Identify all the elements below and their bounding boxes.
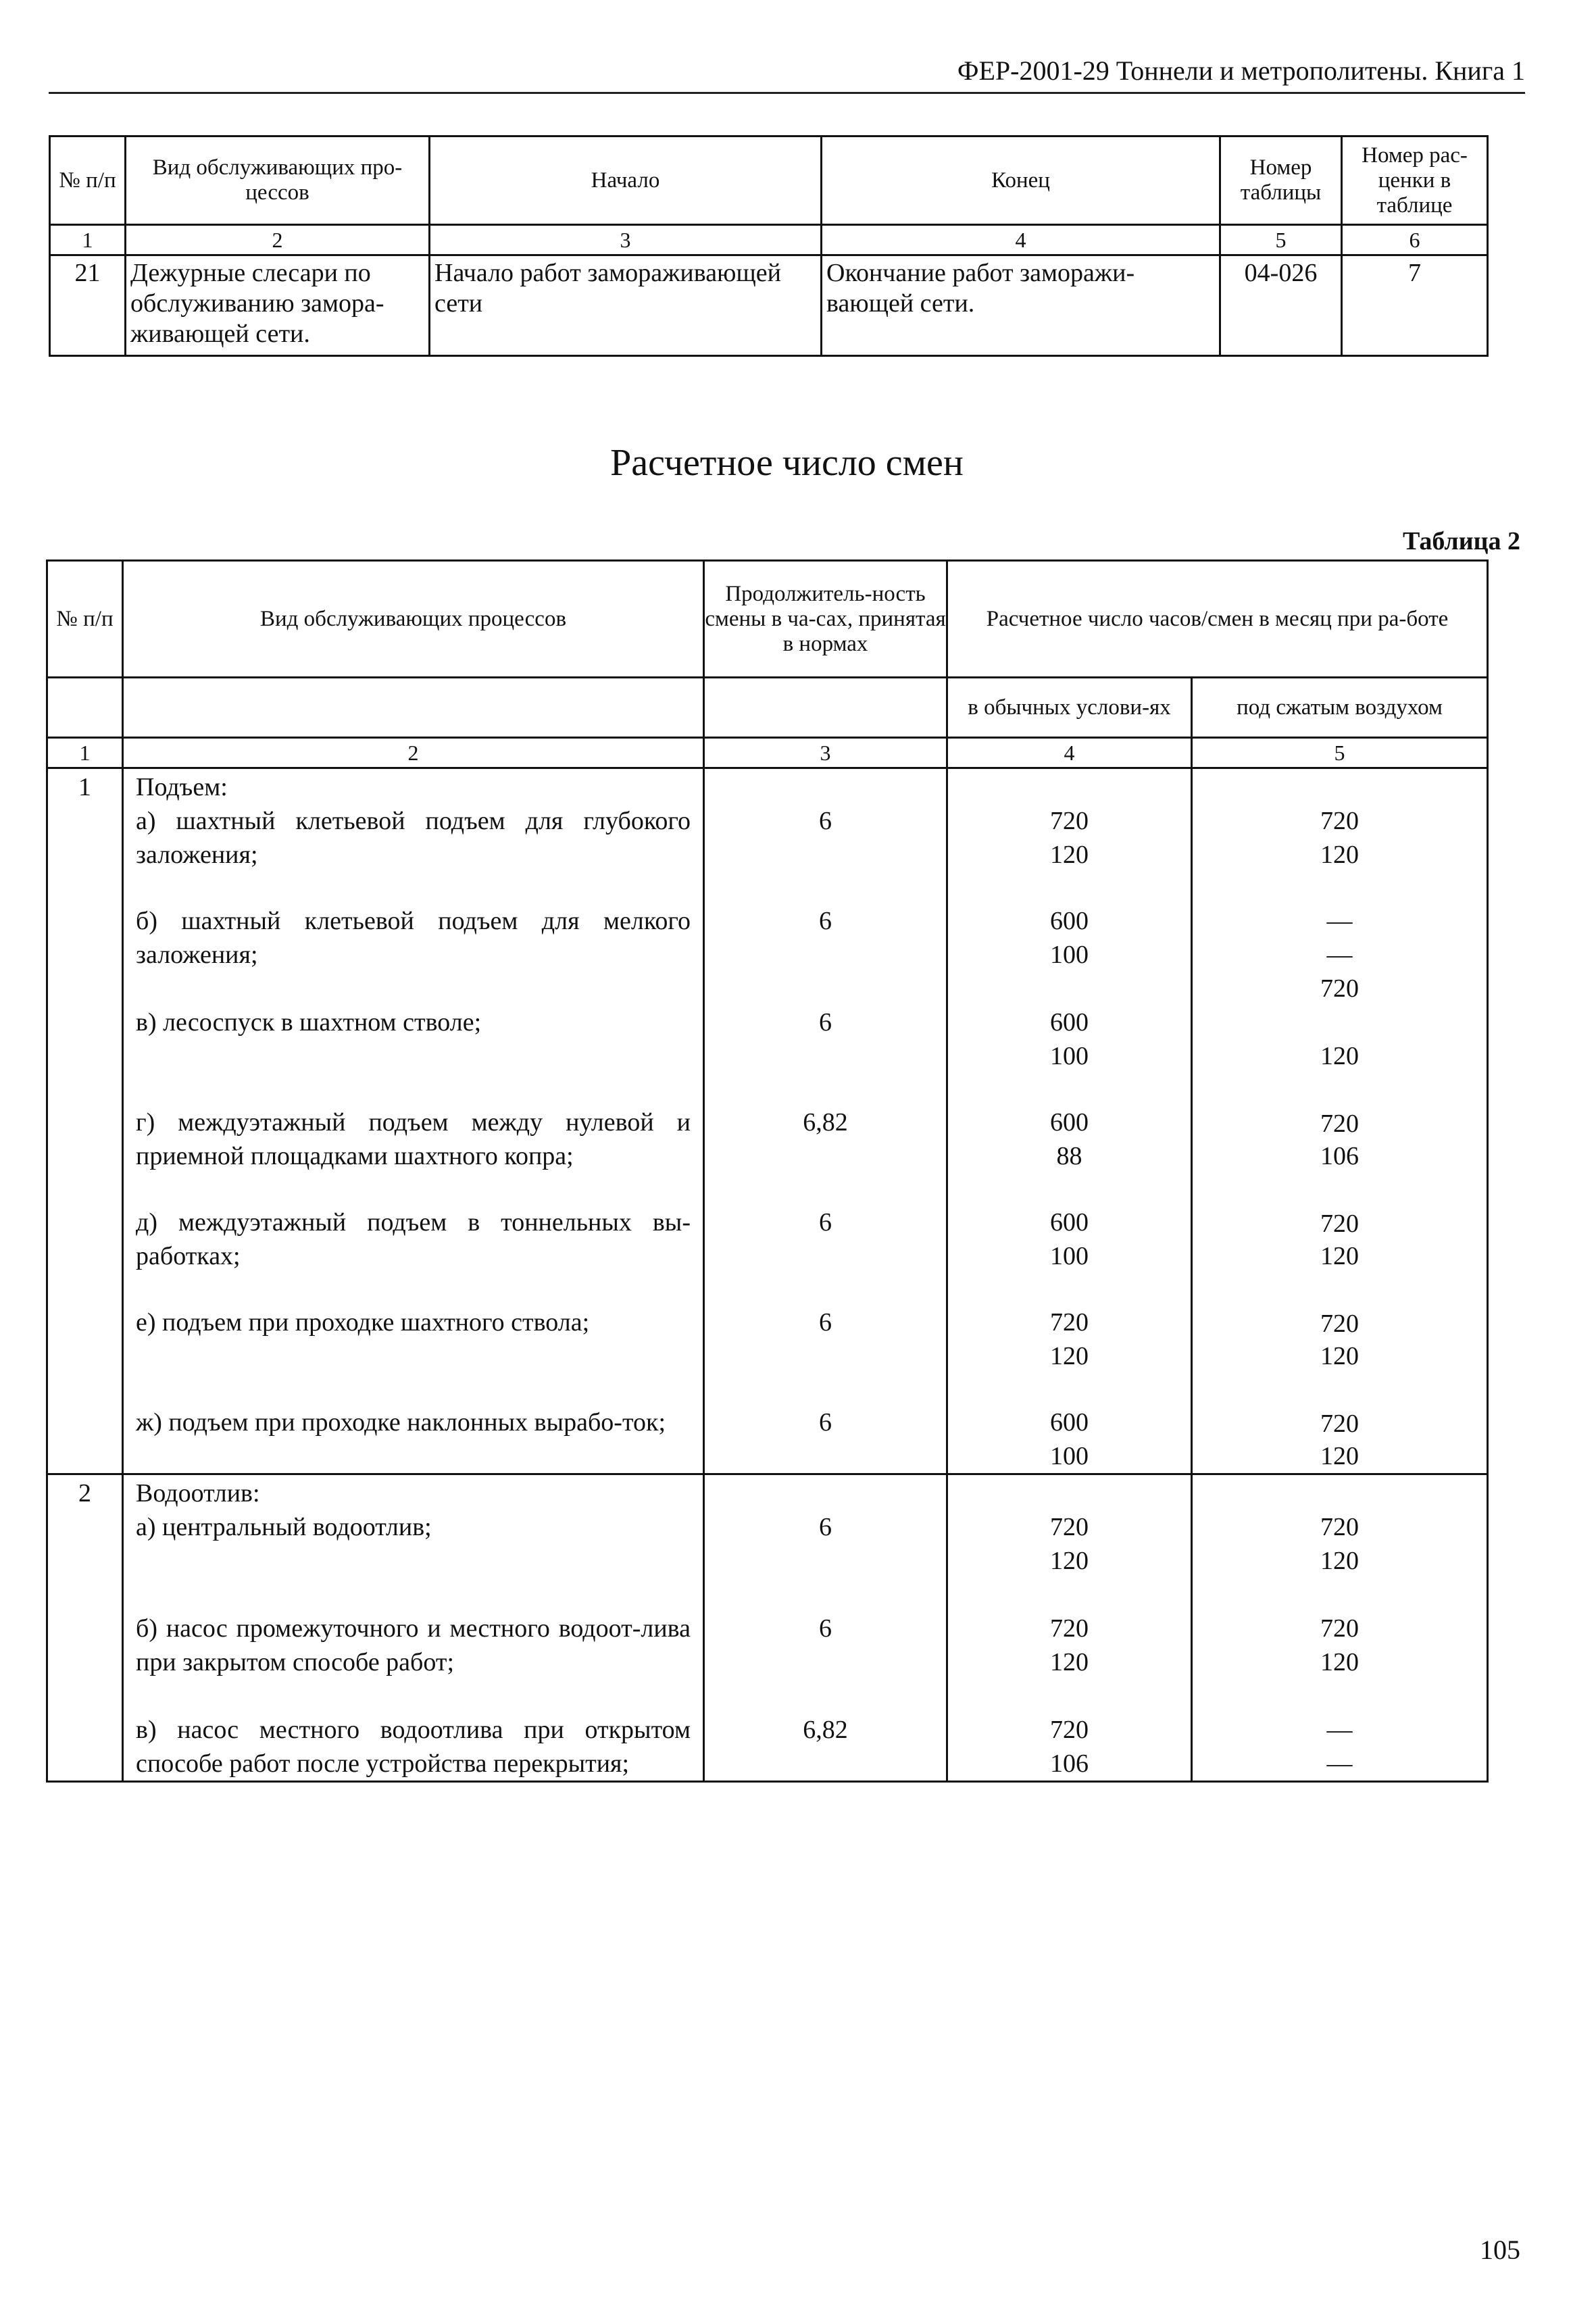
compressed-value: — — bbox=[1326, 1716, 1353, 1778]
compressed-value: — — 720 bbox=[1320, 907, 1359, 1003]
normal-value: 720 120 bbox=[1050, 1614, 1089, 1676]
row-process: Дежурные слесари по обслуживанию замора-живающей сети. bbox=[126, 255, 430, 356]
normal-value: 600 88 bbox=[1050, 1108, 1089, 1170]
col-number: 4 bbox=[822, 225, 1220, 255]
list-item: е) подъем при проходке шахтного ствола; bbox=[136, 1308, 590, 1337]
list-item: г) междуэтажный подъем между нулевой и приемной площадками шахтного копра; bbox=[136, 1108, 691, 1170]
compressed-value: 720 120 bbox=[1320, 1614, 1359, 1676]
empty-cell bbox=[123, 678, 704, 738]
row-start: Начало работ замораживающей сети bbox=[430, 255, 822, 356]
col-number: 2 bbox=[126, 225, 430, 255]
normal-value: 600 100 bbox=[1050, 1208, 1089, 1270]
normal-value: 720 120 bbox=[1050, 1513, 1089, 1575]
col-header-monthly: Расчетное число часов/смен в месяц при ра-боте bbox=[947, 561, 1488, 678]
normal-value: 720 106 bbox=[1050, 1716, 1089, 1778]
list-item: а) центральный водоотлив; bbox=[136, 1513, 432, 1541]
col-header-rate-no: Номер рас-ценки в таблице bbox=[1342, 136, 1488, 225]
col-number: 4 bbox=[947, 738, 1192, 768]
normal-value: 600 100 bbox=[1050, 907, 1089, 969]
list-item: а) шахтный клетьевой подъем для глубокого заложения; bbox=[136, 807, 691, 869]
row-end: Окончание работ заморажи-вающей сети. bbox=[822, 255, 1220, 356]
group-title: Водоотлив: bbox=[136, 1479, 260, 1508]
col-header-duration: Продолжитель-ность смены в ча-сах, принятая в нормах bbox=[704, 561, 947, 678]
group-row-drainage bbox=[47, 1474, 1488, 1782]
col-number: 5 bbox=[1220, 225, 1342, 255]
col-header-number: № п/п bbox=[50, 136, 126, 225]
col-number: 2 bbox=[123, 738, 704, 768]
col-header-normal: в обычных услови-ях bbox=[947, 678, 1192, 738]
compressed-value: 120 bbox=[1320, 1442, 1359, 1470]
compressed-value: 720 120 bbox=[1320, 1513, 1359, 1575]
col-number: 6 bbox=[1342, 225, 1488, 255]
list-item: б) насос промежуточного и местного водоот-лива при закрытом способе работ; bbox=[136, 1614, 691, 1676]
col-header-process: Вид обслуживающих про-цессов bbox=[126, 136, 430, 225]
group-number: 2 bbox=[47, 1474, 123, 1782]
row-rate-no: 7 bbox=[1342, 255, 1488, 356]
col-number: 3 bbox=[704, 738, 947, 768]
compressed-value: 120 720 bbox=[1320, 1042, 1359, 1138]
duration-value: 6 bbox=[819, 1008, 832, 1037]
empty-cell bbox=[47, 678, 123, 738]
page-header: ФЕР-2001-29 Тоннели и метрополитены. Книга 1 bbox=[957, 55, 1525, 86]
list-item: б) шахтный клетьевой подъем для мелкого заложения; bbox=[136, 907, 691, 969]
duration-value: 6 bbox=[819, 1513, 832, 1541]
normal-value: 600 100 bbox=[1050, 1008, 1089, 1070]
column-number-row bbox=[50, 225, 1488, 255]
col-number: 1 bbox=[50, 225, 126, 255]
normal-value: 720 120 bbox=[1050, 807, 1089, 869]
section-title: Расчетное число смен bbox=[610, 442, 964, 484]
page-number: 105 bbox=[1480, 2235, 1520, 2265]
col-number: 3 bbox=[430, 225, 822, 255]
table-header-row bbox=[50, 136, 1488, 225]
compressed-value: 120 720 bbox=[1320, 1242, 1359, 1338]
group-row-lifting bbox=[47, 768, 1488, 1474]
normal-value: 720 120 bbox=[1050, 1308, 1089, 1370]
column-number-row bbox=[47, 738, 1488, 768]
col-header-start: Начало bbox=[430, 136, 822, 225]
row-table-no: 04-026 bbox=[1220, 255, 1342, 356]
table-label: Таблица 2 bbox=[1402, 527, 1520, 555]
duration-value: 6 bbox=[819, 807, 832, 835]
col-number: 5 bbox=[1192, 738, 1488, 768]
col-header-process: Вид обслуживающих процессов bbox=[123, 561, 704, 678]
col-header-end: Конец bbox=[822, 136, 1220, 225]
table-assignments bbox=[49, 135, 1489, 357]
col-header-number: № п/п bbox=[47, 561, 123, 678]
compressed-value: 120 720 bbox=[1320, 1342, 1359, 1438]
table-shift-count bbox=[46, 559, 1489, 1783]
normal-value: 600 100 bbox=[1050, 1408, 1089, 1470]
duration-value: 6 bbox=[819, 1308, 832, 1337]
list-item: в) насос местного водоотлива при открытом способе работ после устройства перекрытия; bbox=[136, 1716, 691, 1778]
table-row bbox=[50, 255, 1488, 356]
group-number: 1 bbox=[47, 768, 123, 1474]
duration-value: 6 bbox=[819, 1208, 832, 1237]
group-title: Подъем: bbox=[136, 773, 228, 801]
list-item: д) междуэтажный подъем в тоннельных вы-работках; bbox=[136, 1208, 691, 1270]
header-rule bbox=[49, 92, 1525, 94]
duration-value: 6 bbox=[819, 1408, 832, 1437]
list-item: в) лесоспуск в шахтном стволе; bbox=[136, 1008, 482, 1037]
table-header-row bbox=[47, 561, 1488, 678]
duration-value: 6,82 bbox=[803, 1108, 848, 1137]
duration-value: 6,82 bbox=[803, 1716, 848, 1744]
compressed-value: 106 720 bbox=[1320, 1142, 1359, 1238]
list-item: ж) подъем при проходке наклонных вырабо-ток; bbox=[136, 1408, 666, 1437]
compressed-value: 720 120 bbox=[1320, 807, 1359, 869]
empty-cell bbox=[704, 678, 947, 738]
duration-value: 6 bbox=[819, 907, 832, 935]
col-header-table-no: Номер таблицы bbox=[1220, 136, 1342, 225]
col-number: 1 bbox=[47, 738, 123, 768]
row-number: 21 bbox=[50, 255, 126, 356]
col-header-compressed: под сжатым воздухом bbox=[1192, 678, 1488, 738]
duration-value: 6 bbox=[819, 1614, 832, 1643]
table-subheader-row bbox=[47, 678, 1488, 738]
